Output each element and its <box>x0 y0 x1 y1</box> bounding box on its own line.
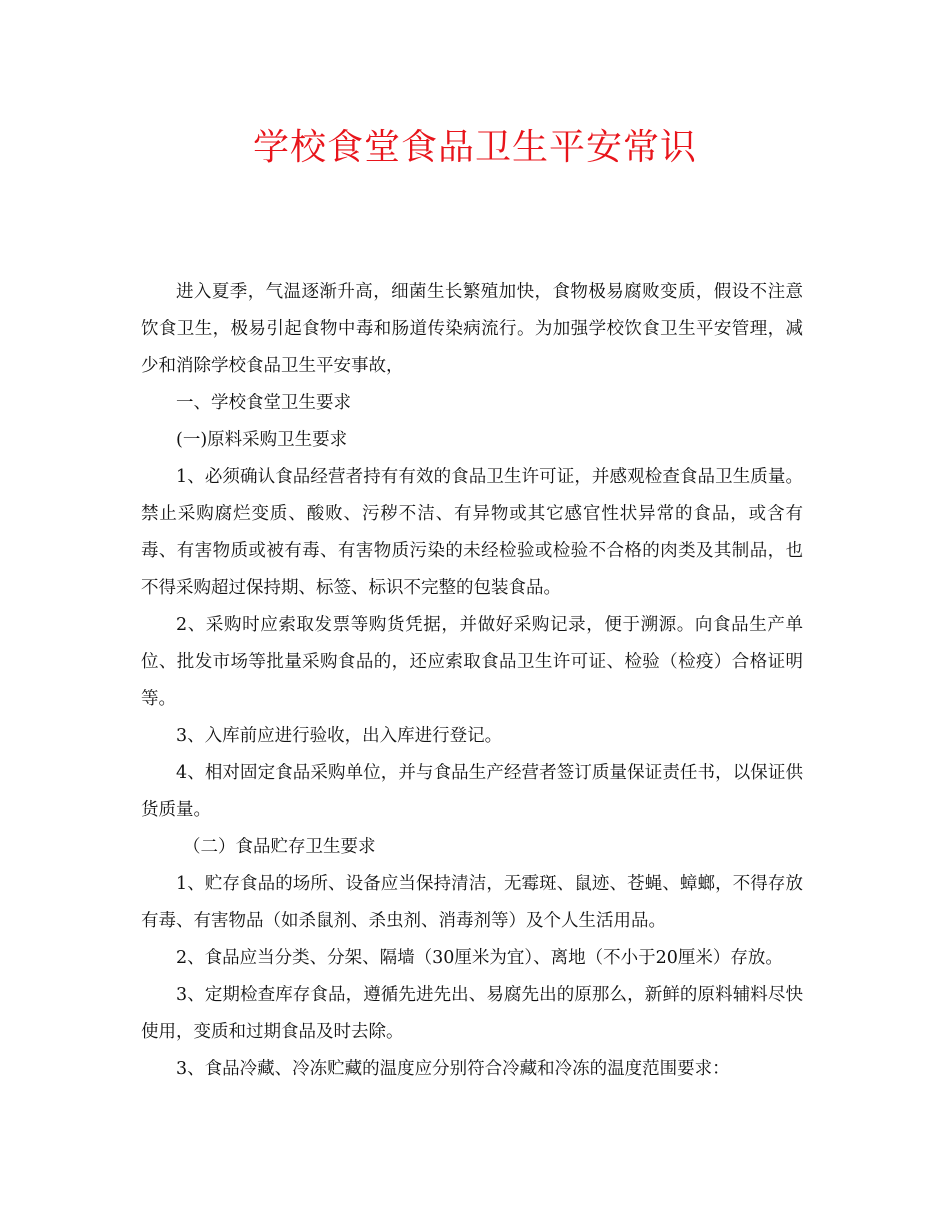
paragraph-purchase-3: 3、入库前应进行验收，出入库进行登记。 <box>176 726 503 746</box>
document-title: 学校食堂食品卫生平安常识 <box>252 127 697 168</box>
paragraph-storage-1: 1、贮存食品的场所、设备应当保持清洁，无霉斑、鼠迹、苍蝇、蟑螂，不得存放有毒、有害物品（如杀鼠剂、杀虫剂、消毒剂等）及个人生活用品。 <box>141 874 803 931</box>
subsection-heading-2: （二）食品贮存卫生要求 <box>183 837 376 857</box>
paragraph-storage-3: 3、定期检查库存食品，遵循先进先出、易腐先出的原那么，新鲜的原料辅料尽快使用，变质和过期食品及时去除。 <box>141 985 803 1042</box>
document-body <box>141 274 803 1088</box>
paragraph-storage-2: 2、食品应当分类、分架、隔墙（30厘米为宜）、离地（不小于20厘米）存放。 <box>176 948 783 968</box>
section-heading-1: 一、学校食堂卫生要求 <box>176 393 351 413</box>
paragraph-storage-4: 3、食品冷藏、冷冻贮藏的温度应分别符合冷藏和冷冻的温度范围要求： <box>176 1059 730 1079</box>
paragraph-purchase-4: 4、相对固定食品采购单位，并与食品生产经营者签订质量保证责任书，以保证供货质量。 <box>141 763 803 820</box>
paragraph-purchase-2: 2、采购时应索取发票等购货凭据，并做好采购记录，便于溯源。向食品生产单位、批发市场等批量采购食品的，还应索取食品卫生许可证、检验（检疫）合格证明等。 <box>141 615 803 709</box>
intro-paragraph: 进入夏季，气温逐渐升高，细菌生长繁殖加快，食物极易腐败变质，假设不注意饮食卫生，极易引起食物中毒和肠道传染病流行。为加强学校饮食卫生平安管理，减少和消除学校食品卫生平安事故， <box>141 282 803 376</box>
paragraph-purchase-1: 1、必须确认食品经营者持有有效的食品卫生许可证，并感观检查食品卫生质量。禁止采购腐烂变质、酸败、污秽不洁、有异物或其它感官性状异常的食品，或含有毒、有害物质或被有毒、有害物质污染的未经检验或检验不合格的肉类及其制品，也不得采购超过保持期、标签、标识不完整的包装食品。 <box>141 467 803 598</box>
subsection-heading-1: (一)原料采购卫生要求 <box>176 430 348 450</box>
